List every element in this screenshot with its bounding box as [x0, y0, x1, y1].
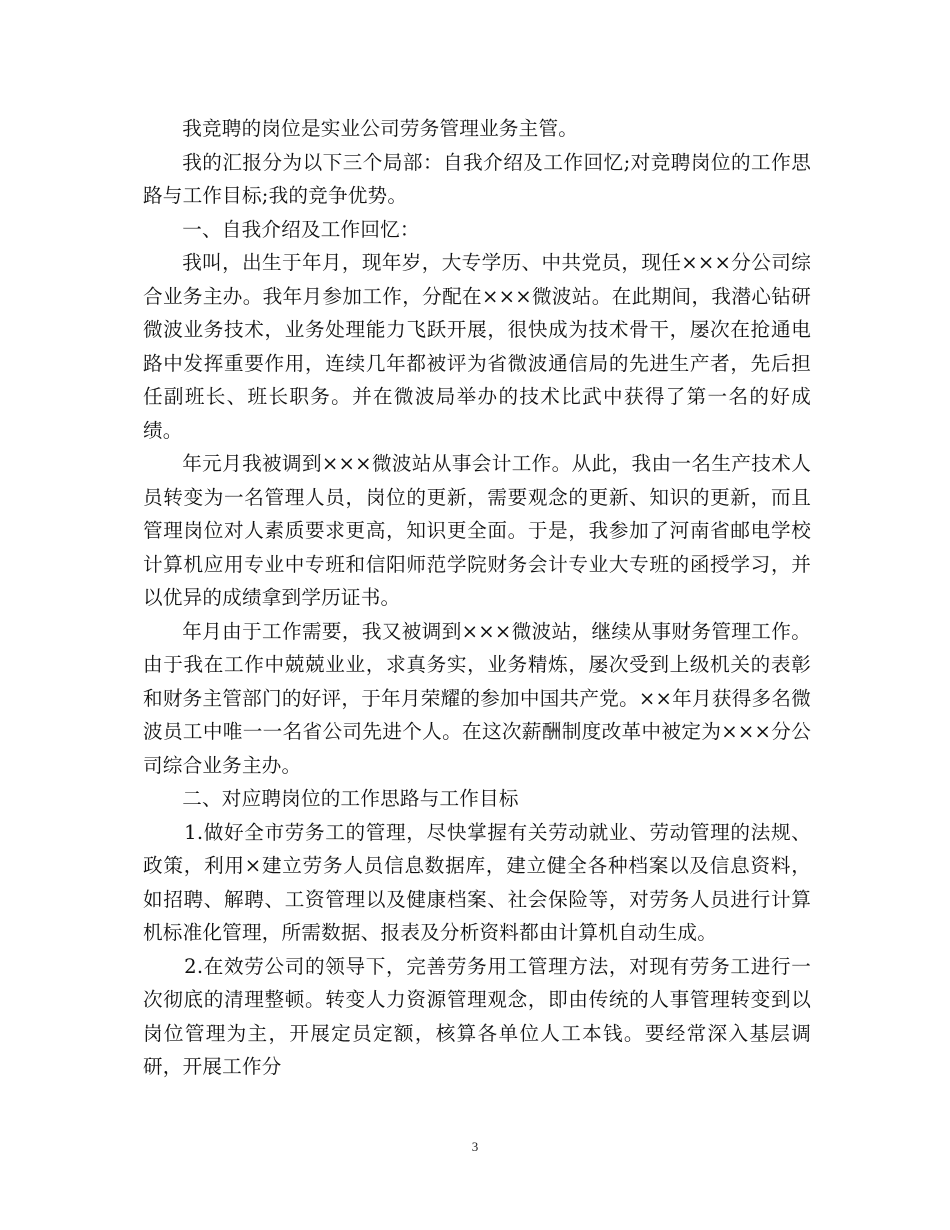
section-heading-work-plan: 二、对应聘岗位的工作思路与工作目标: [182, 787, 519, 810]
paragraph-accounting-transfer: 年元月我被调到×××微波站从事会计工作。从此，我由一名生产技术人员转变为一名管理人员，岗位的更新，需要观念的更新、知识的更新，而且管理岗位对人素质要求更高，知识更全面。于是，我参加了河南省邮电学校计算机应用专业中专班和信阳师范学院财务会计专业大专班的函授学习，并以优异的成绩拿到学历证书。: [143, 452, 811, 609]
paragraph-financial-management: 年月由于工作需要，我又被调到×××微波站，继续从事财务管理工作。由于我在工作中兢兢业业，求真务实，业务精炼，屡次受到上级机关的表彰和财务主管部门的好评，于年月荣耀的参加中国共产党。××年月获得多名微波员工中唯一一名省公司先进个人。在这次薪酬制度改革中被定为×××分公司综合业务主办。: [143, 619, 811, 777]
paragraph-self-introduction: 我叫，出生于年月，现年岁，大专学历、中共党员，现任×××分公司综合业务主办。我年月参加工作，分配在×××微波站。在此期间，我潜心钻研微波业务技术，业务处理能力飞跃开展，很快成为技术骨干，屡次在抢通电路中发挥重要作用，连续几年都被评为省微波通信局的先进生产者，先后担任副班长、班长职务。并在微波局举办的技术比武中获得了第一名的好成绩。: [143, 251, 811, 442]
paragraph-report-outline: 我的汇报分为以下三个局部：自我介绍及工作回忆;对竞聘岗位的工作思路与工作目标;我的竞争优势。: [143, 150, 811, 207]
document-body: [143, 112, 811, 1084]
list-item-labor-management: 1.做好全市劳务工的管理，尽快掌握有关劳动就业、劳动管理的法规、政策，利用×建立劳务人员信息数据库，建立健全各种档案以及信息资料，如招聘、解聘、工资管理以及健康档案、社会保险等，对劳务人员进行计算机标准化管理，所需数据、报表及分析资料都由计算机自动生成。: [143, 820, 811, 944]
page-number: 3: [471, 1139, 479, 1154]
paragraph-position: 我竞聘的岗位是实业公司劳务管理业务主管。: [182, 117, 579, 140]
list-item-employment-methods: 2.在效劳公司的领导下，完善劳务用工管理方法，对现有劳务工进行一次彻底的清理整顿。转变人力资源管理观念，即由传统的人事管理转变到以岗位管理为主，开展定员定额，核算各单位人工本钱。要经常深入基层调研，开展工作分: [143, 954, 811, 1078]
section-heading-self-introduction: 一、自我介绍及工作回忆：: [182, 217, 420, 241]
